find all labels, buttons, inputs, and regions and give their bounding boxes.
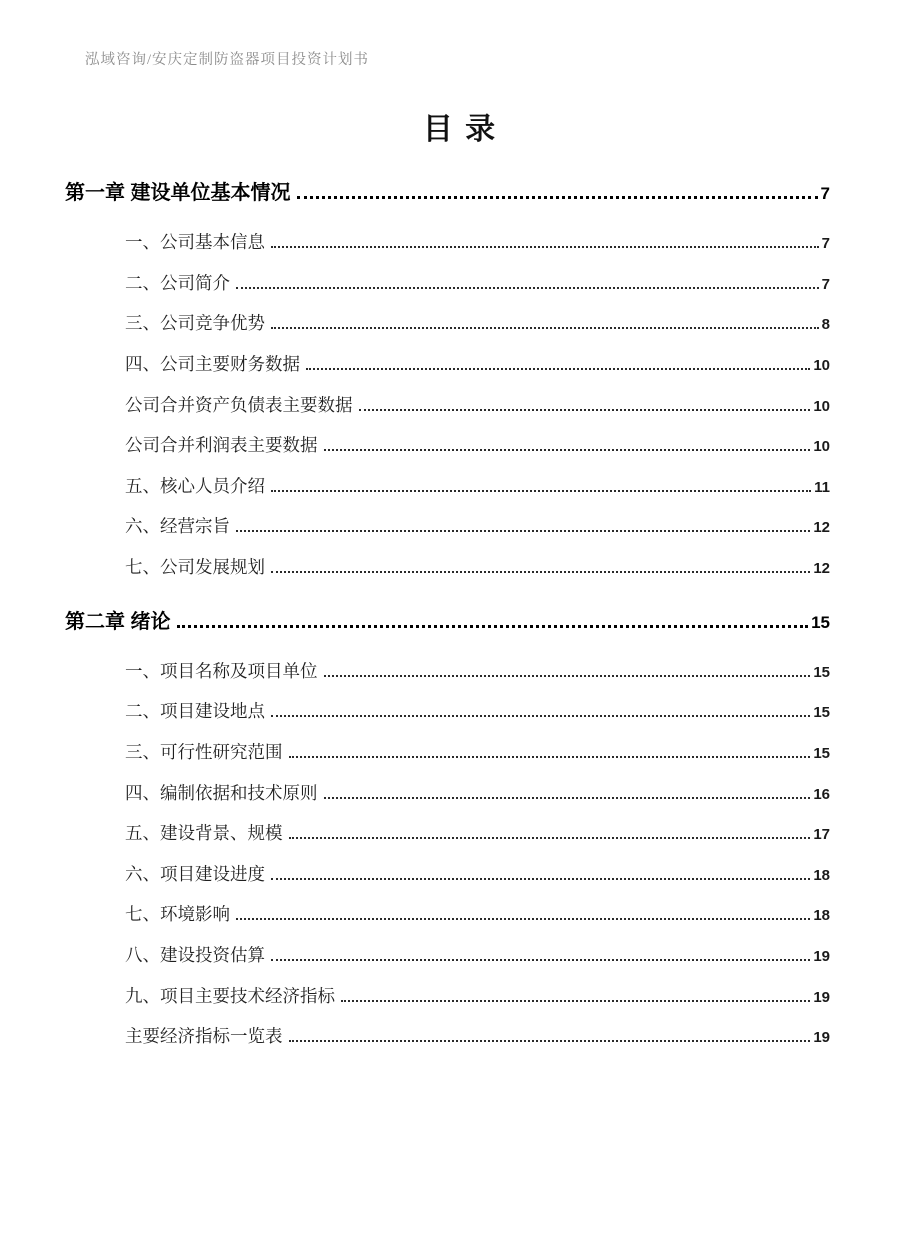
toc-item-entry-page-number: 15	[813, 744, 830, 762]
table-of-contents	[65, 179, 830, 1049]
dot-leader	[271, 878, 810, 880]
dot-leader	[324, 449, 811, 451]
toc-item-entry[interactable]	[125, 822, 830, 846]
toc-item-entry-page-number: 15	[813, 704, 830, 722]
toc-item-entry-page-number: 11	[814, 478, 830, 496]
toc-item-entry[interactable]	[125, 231, 830, 255]
toc-item-entry[interactable]	[125, 944, 830, 968]
toc-chapter-entry-page-number: 15	[811, 612, 830, 632]
toc-item-entry-page-number: 16	[813, 785, 830, 803]
toc-item-entry-page-number: 10	[813, 356, 830, 374]
dot-leader	[271, 715, 810, 717]
toc-item-entry[interactable]	[125, 556, 830, 580]
dot-leader	[306, 368, 810, 370]
dot-leader	[271, 490, 811, 492]
toc-item-entry-page-number: 8	[821, 316, 830, 334]
toc-item-entry-label: 三、可行性研究范围	[125, 741, 283, 762]
toc-item-entry[interactable]	[125, 985, 830, 1009]
toc-chapter-entry[interactable]	[65, 608, 830, 636]
dot-leader	[236, 918, 810, 920]
toc-item-entry-label: 七、环境影响	[125, 904, 230, 925]
toc-chapter-entry-label: 第二章 绪论	[65, 610, 171, 633]
dot-leader	[236, 287, 819, 289]
toc-item-entry-label: 二、项目建设地点	[125, 701, 265, 722]
dot-leader	[359, 409, 811, 411]
toc-item-entry-page-number: 19	[813, 948, 830, 965]
toc-item-entry-page-number: 19	[813, 988, 830, 1006]
dot-leader	[177, 625, 809, 628]
dot-leader	[236, 530, 810, 532]
toc-item-entry[interactable]	[125, 741, 830, 765]
toc-item-entry-label: 公司合并资产负债表主要数据	[125, 394, 353, 415]
toc-item-entry-page-number: 10	[813, 397, 830, 415]
toc-item-entry-label: 四、公司主要财务数据	[125, 353, 300, 374]
toc-item-entry-label: 六、项目建设进度	[125, 863, 265, 884]
toc-item-entry[interactable]	[125, 475, 830, 499]
toc-item-entry[interactable]	[125, 353, 830, 377]
document-page	[0, 48, 920, 1049]
dot-leader	[289, 837, 811, 839]
dot-leader	[289, 1040, 811, 1042]
toc-item-entry-page-number: 17	[813, 826, 830, 844]
dot-leader	[324, 675, 811, 677]
toc-item-entry-page-number: 19	[813, 1029, 830, 1047]
dot-leader	[271, 327, 819, 329]
dot-leader	[289, 756, 811, 758]
toc-item-entry-label: 一、公司基本信息	[125, 232, 265, 252]
toc-item-entry-label: 四、编制依据和技术原则	[125, 782, 318, 803]
toc-item-entry[interactable]	[125, 782, 830, 806]
toc-item-entry-label: 六、经营宗旨	[125, 516, 230, 537]
toc-item-entry-page-number: 7	[821, 235, 830, 252]
toc-item-entry-page-number: 18	[813, 866, 830, 884]
toc-title: 目 录	[422, 113, 498, 146]
toc-item-entry-label: 五、核心人员介绍	[125, 475, 265, 496]
toc-item-entry[interactable]	[125, 660, 830, 684]
toc-item-entry[interactable]	[125, 434, 830, 458]
toc-item-entry[interactable]	[125, 394, 830, 418]
toc-item-entry-page-number: 7	[821, 275, 830, 293]
toc-item-entry-label: 一、项目名称及项目单位	[125, 660, 318, 681]
toc-chapter-entry[interactable]	[65, 179, 830, 207]
toc-item-entry-page-number: 12	[813, 560, 830, 577]
toc-item-entry[interactable]	[125, 903, 830, 927]
dot-leader	[271, 246, 819, 248]
dot-leader	[271, 571, 810, 573]
dot-leader	[341, 1000, 810, 1002]
toc-chapter-entry-page-number: 7	[820, 184, 830, 203]
toc-item-entry[interactable]	[125, 700, 830, 724]
toc-item-entry-label: 九、项目主要技术经济指标	[125, 985, 335, 1006]
toc-item-entry[interactable]	[125, 312, 830, 336]
toc-item-entry[interactable]	[125, 863, 830, 887]
toc-item-entry-label: 公司合并利润表主要数据	[125, 435, 318, 456]
toc-item-entry-page-number: 18	[813, 907, 830, 925]
toc-item-entry-label: 八、建设投资估算	[125, 945, 265, 965]
toc-item-entry-label: 七、公司发展规划	[125, 557, 265, 577]
dot-leader	[297, 196, 818, 199]
document-header	[85, 48, 920, 69]
toc-item-entry[interactable]	[125, 1025, 830, 1049]
toc-item-entry-label: 五、建设背景、规模	[125, 823, 283, 844]
toc-item-entry-label: 二、公司简介	[125, 272, 230, 293]
dot-leader	[324, 797, 811, 799]
toc-item-entry-label: 三、公司竞争优势	[125, 313, 265, 334]
toc-item-entry-page-number: 15	[813, 663, 830, 681]
toc-chapter-entry-label: 第一章 建设单位基本情况	[65, 182, 291, 204]
toc-item-entry-label: 主要经济指标一览表	[125, 1026, 283, 1047]
toc-item-entry-page-number: 10	[813, 438, 830, 456]
dot-leader	[271, 959, 810, 961]
toc-item-entry[interactable]	[125, 515, 830, 539]
header-text: 泓域咨询/安庆定制防盗器项目投资计划书	[85, 52, 370, 68]
toc-item-entry[interactable]	[125, 272, 830, 296]
toc-item-entry-page-number: 12	[813, 519, 830, 537]
